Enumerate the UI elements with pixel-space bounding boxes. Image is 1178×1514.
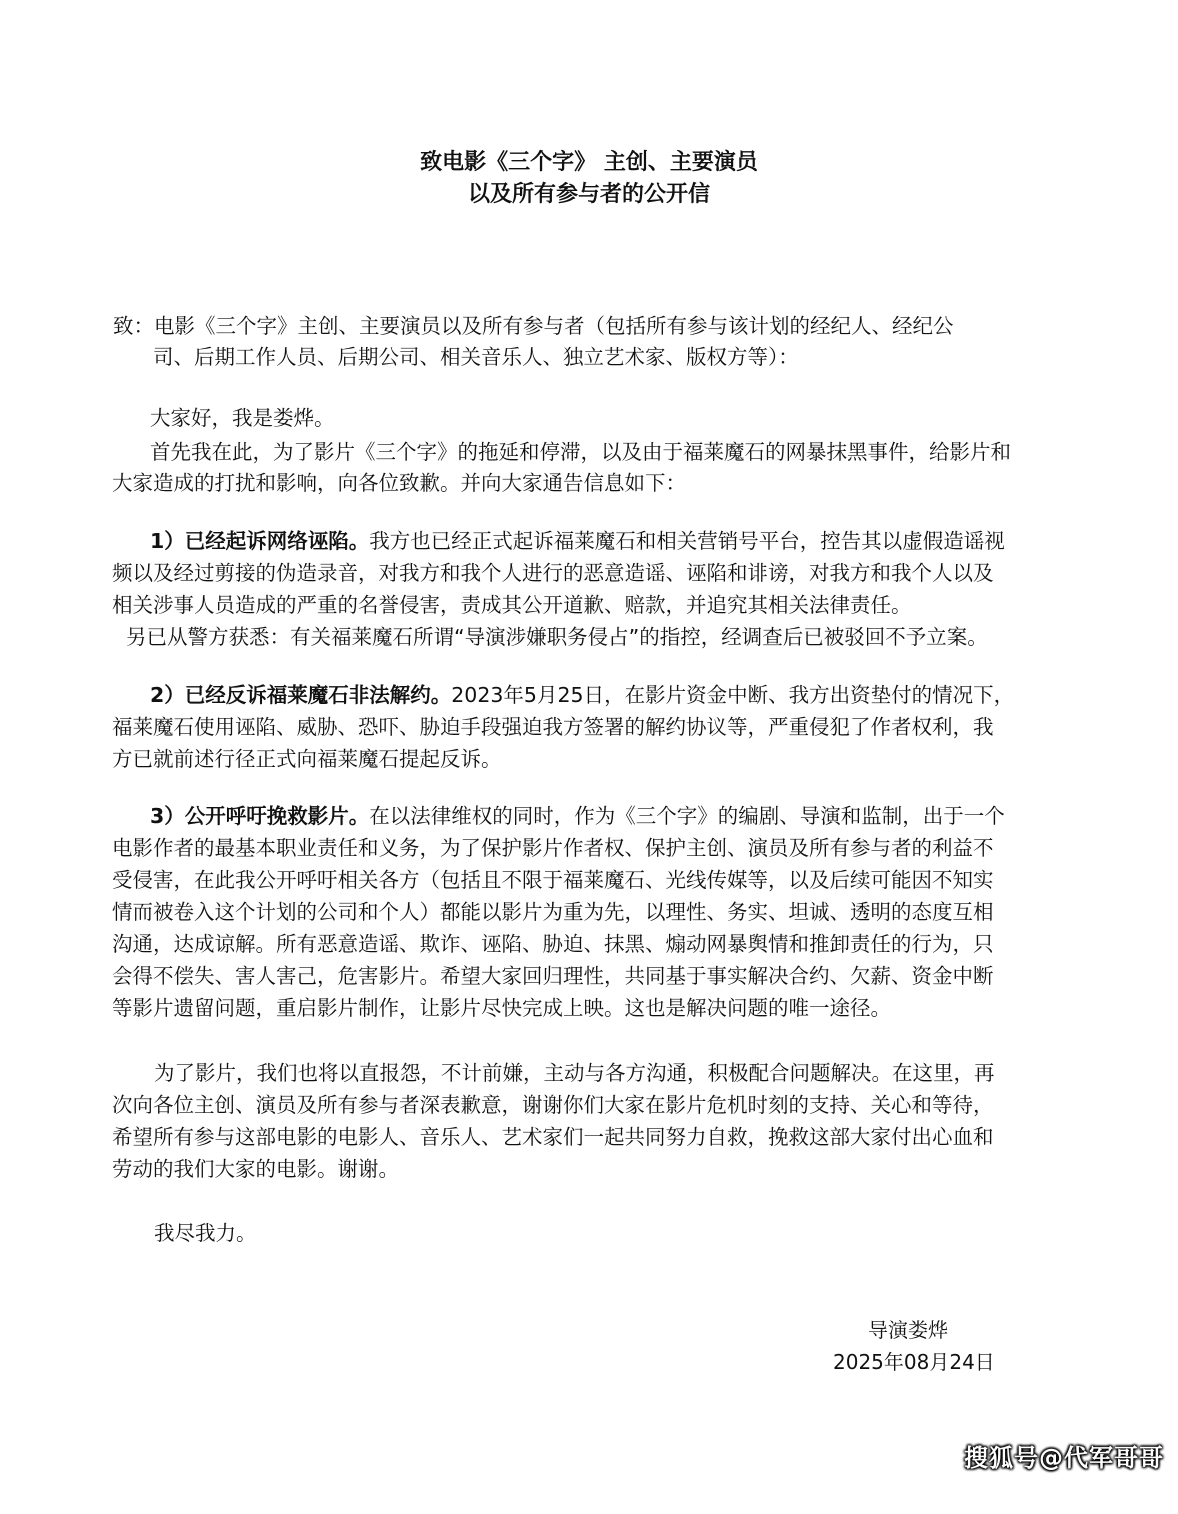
- point-1-text: 我方也已经正式起诉福莱魔石和相关营销号平台，控告其以虚假造谣视: [369, 529, 1005, 553]
- point-2-line-1: [150, 680, 1014, 710]
- closing-line-1: 为了影片，我们也将以直报怨，不计前嫌，主动与各方沟通，积极配合问题解决。在这里，再: [154, 1061, 995, 1085]
- intro-line-1: 首先我在此，为了影片《三个字》的拖延和停滞，以及由于福莱魔石的网暴抹黑事件，给影片和: [150, 440, 1011, 464]
- point-3-line-1: [150, 801, 1005, 831]
- point-1-line-3: 相关涉事人员造成的严重的名誉侵害，责成其公开道歉、赔款，并追究其相关法律责任。: [112, 593, 912, 617]
- point-1-heading: 1）已经起诉网络诬陷。: [150, 529, 370, 553]
- point-3-line-2: 电影作者的最基本职业责任和义务，为了保护影片作者权、保护主创、演员及所有参与者的利益不: [112, 836, 994, 860]
- point-2-line-3: 方已就前述行径正式向福莱魔石提起反诉。: [112, 747, 502, 771]
- closing-line-3: 希望所有参与这部电影的电影人、音乐人、艺术家们一起共同努力自救，挽救这部大家付出心血和: [112, 1125, 994, 1149]
- letter-title-line-1: 致电影《三个字》 主创、主要演员: [420, 150, 758, 175]
- sohu-watermark: 搜狐号@代军哥哥: [964, 1444, 1164, 1472]
- point-3-text: 在以法律维权的同时，作为《三个字》的编剧、导演和监制，出于一个: [369, 804, 1005, 828]
- point-2-text: 2023年5月25日，在影片资金中断、我方出资垫付的情况下，: [451, 683, 1015, 707]
- addressee-line-2: 司、后期工作人员、后期公司、相关音乐人、独立艺术家、版权方等）：: [153, 345, 799, 369]
- point-2-line-2: 福莱魔石使用诬陷、威胁、恐吓、胁迫手段强迫我方签署的解约协议等，严重侵犯了作者权利，我: [112, 715, 994, 739]
- point-3-heading: 3）公开呼吁挽救影片。: [150, 804, 370, 828]
- letter-title-line-2: 以及所有参与者的公开信: [467, 182, 710, 207]
- signature-name: 导演娄烨: [868, 1318, 948, 1342]
- closing-line-4: 劳动的我们大家的电影。谢谢。: [112, 1157, 399, 1181]
- closing-line-2: 次向各位主创、演员及所有参与者深表歉意，谢谢你们大家在影片危机时刻的支持、关心和等待，: [112, 1093, 994, 1117]
- point-2-heading: 2）已经反诉福莱魔石非法解约。: [150, 683, 452, 707]
- intro-line-2: 大家造成的打扰和影响，向各位致歉。并向大家通告信息如下：: [112, 471, 686, 495]
- point-3-line-7: 等影片遗留问题，重启影片制作，让影片尽快完成上映。这也是解决问题的唯一途径。: [112, 996, 891, 1020]
- point-1-line-4: 另已从警方获悉：有关福莱魔石所谓“导演涉嫌职务侵占”的指控，经调查后已被驳回不予立案。: [126, 625, 988, 649]
- addressee-line-1: 致：电影《三个字》主创、主要演员以及所有参与者（包括所有参与该计划的经纪人、经纪公: [113, 314, 954, 338]
- point-3-line-3: 受侵害，在此我公开呼吁相关各方（包括且不限于福莱魔石、光线传媒等，以及后续可能因不知实: [112, 868, 994, 892]
- signature-date: 2025年08月24日: [833, 1350, 995, 1374]
- point-3-line-5: 沟通，达成谅解。所有恶意造谣、欺诈、诬陷、胁迫、抹黑、煽动网暴舆情和推卸责任的行为，只: [112, 932, 994, 956]
- point-3-line-4: 情而被卷入这个计划的公司和个人）都能以影片为重为先，以理性、务实、坦诚、透明的态度互相: [112, 900, 994, 924]
- final-statement: 我尽我力。: [154, 1221, 257, 1245]
- point-3-line-6: 会得不偿失、害人害己，危害影片。希望大家回归理性，共同基于事实解决合约、欠薪、资金中断: [112, 964, 994, 988]
- point-1-line-2: 频以及经过剪接的伪造录音，对我方和我个人进行的恶意造谣、诬陷和诽谤，对我方和我个人以及: [112, 561, 994, 585]
- point-1-line-1: [150, 526, 1005, 556]
- greeting: 大家好，我是娄烨。: [150, 406, 335, 430]
